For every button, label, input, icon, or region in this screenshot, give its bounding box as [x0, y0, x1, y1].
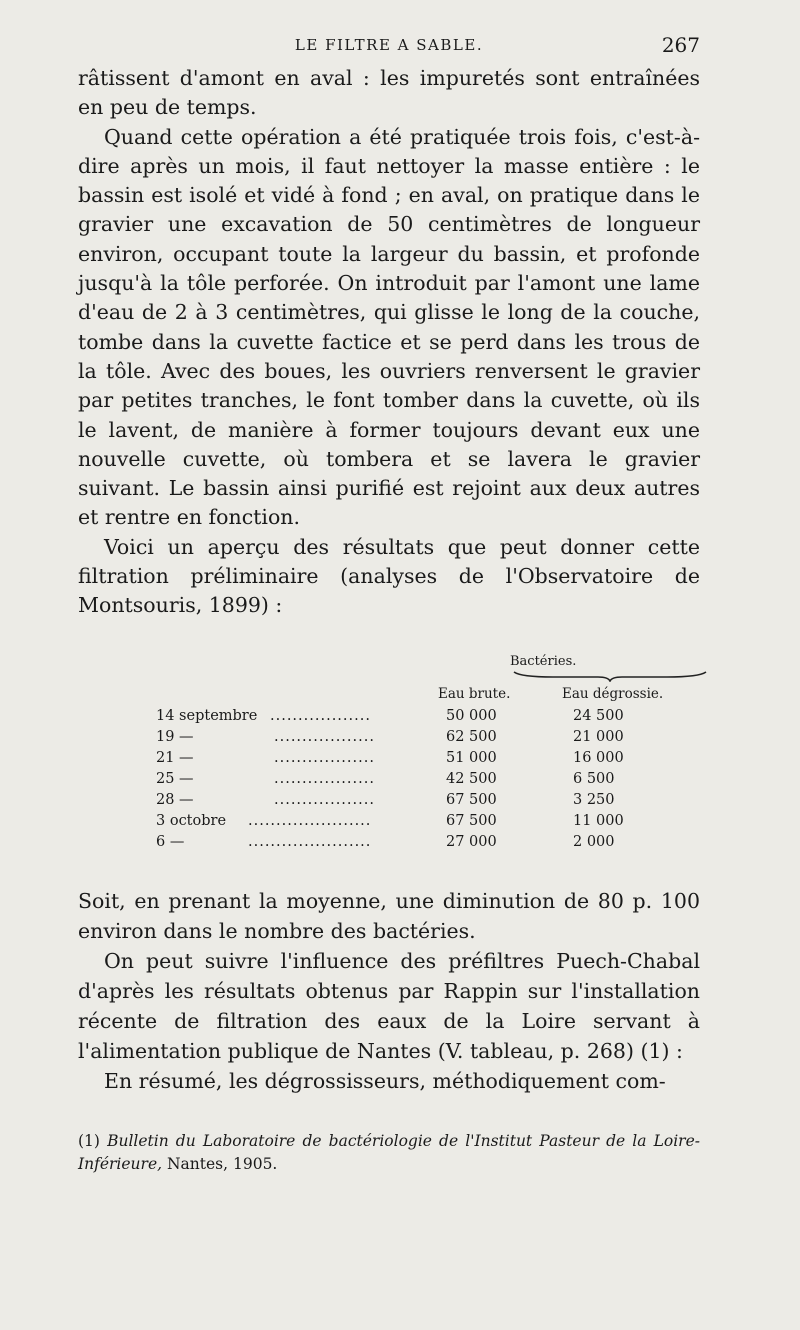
footnote-citation: Bulletin du Laboratoire de bactériologie de l'Institut Pasteur de la Loire-Inférieure,: [78, 1132, 700, 1173]
page-number: 267: [661, 33, 700, 57]
running-title: LE FILTRE A SABLE.: [294, 36, 484, 54]
table-row: [78, 771, 700, 791]
body-text: [78, 64, 700, 621]
paragraph-summary: Soit, en prenant la moyenne, une diminution de 80 p. 100 environ dans le nombre des bactéries.: [78, 889, 700, 943]
row-eau-brute: 51 000: [446, 750, 497, 766]
leader-dots: ..................: [270, 708, 371, 724]
paragraph-cleaning: Quand cette opération a été pratiquée trois fois, c'est-à-dire après un mois, il faut nettoyer la masse entière : le bassin est isolé et vidé à fond ; en aval, on pratique dans le gravier une excavation de 50 centimètres de longueur environ, occupant toute la largeur du bassin, et profonde jusqu'à la tôle perforée. On introduit par l'amont une lame d'eau de 2 à 3 centimètres, qui glisse le long de la couche, tombe dans la cuvette factice et se perd dans les trous de la tôle. Avec des boues, les ouvriers renversent le gravier par petites tranches, le font tomber dans la cuvette, où ils le lavent, de manière à former toujours devant eux une nouvelle cuvette, où tombera et se lavera le gravier suivant. Le bassin ainsi purifié est rejoint aux deux autres et rentre en fonction.: [78, 124, 700, 530]
row-date: 19 —: [156, 729, 194, 745]
bacteria-table: [78, 648, 700, 858]
row-eau-degrossie: 2 000: [573, 834, 615, 850]
paragraph-continuation: râtissent d'amont en aval : les impuretés sont entraînées en peu de temps.: [78, 66, 700, 120]
table-row: [78, 708, 700, 728]
row-eau-degrossie: 6 500: [573, 771, 615, 787]
table-brace: [513, 670, 707, 682]
row-eau-brute: 67 500: [446, 792, 497, 808]
row-date: 28 —: [156, 792, 194, 808]
row-eau-degrossie: 11 000: [573, 813, 624, 829]
table-row: [78, 834, 700, 854]
table-row: [78, 729, 700, 749]
table-group-header: Bactéries.: [510, 654, 577, 669]
row-eau-degrossie: 16 000: [573, 750, 624, 766]
leader-dots: ......................: [248, 813, 372, 829]
row-date: 25 —: [156, 771, 194, 787]
row-date: 14 septembre: [156, 708, 258, 724]
leader-dots: ..................: [274, 771, 375, 787]
row-date: 21 —: [156, 750, 194, 766]
leader-dots: ..................: [274, 792, 375, 808]
footnote: [78, 1130, 700, 1175]
footnote-place-date: Nantes, 1905.: [166, 1154, 278, 1173]
row-eau-brute: 62 500: [446, 729, 497, 745]
leader-dots: ......................: [248, 834, 372, 850]
row-eau-degrossie: 21 000: [573, 729, 624, 745]
running-head: [78, 33, 700, 59]
row-eau-brute: 50 000: [446, 708, 497, 724]
paragraph-resume: En résumé, les dégrossisseurs, méthodiquement com-: [104, 1069, 666, 1093]
table-row: [78, 813, 700, 833]
row-eau-brute: 42 500: [446, 771, 497, 787]
table-row: [78, 792, 700, 812]
paragraph-prefiltres: On peut suivre l'influence des préfiltres Puech-Chabal d'après les résultats obtenus par Rappin sur l'installation récente de filtration des eaux de la Loire servant à l'alimentation publique de Nantes (V. tableau, p. 268) (1) :: [78, 949, 700, 1063]
row-eau-brute: 67 500: [446, 813, 497, 829]
leader-dots: ..................: [274, 750, 375, 766]
row-eau-degrossie: 3 250: [573, 792, 615, 808]
footnote-marker: (1): [78, 1132, 100, 1150]
column-header-eau-degrossie: Eau dégrossie.: [562, 686, 664, 702]
leader-dots: ..................: [274, 729, 375, 745]
lower-text: [78, 886, 700, 1096]
row-eau-brute: 27 000: [446, 834, 497, 850]
row-eau-degrossie: 24 500: [573, 708, 624, 724]
table-row: [78, 750, 700, 770]
row-date: 6 —: [156, 834, 185, 850]
paragraph-results-intro: Voici un aperçu des résultats que peut donner cette filtration préliminaire (analyses de l'Observatoire de Montsouris, 1899) :: [78, 534, 700, 618]
column-header-eau-brute: Eau brute.: [438, 686, 511, 702]
row-date: 3 octobre: [156, 813, 227, 829]
